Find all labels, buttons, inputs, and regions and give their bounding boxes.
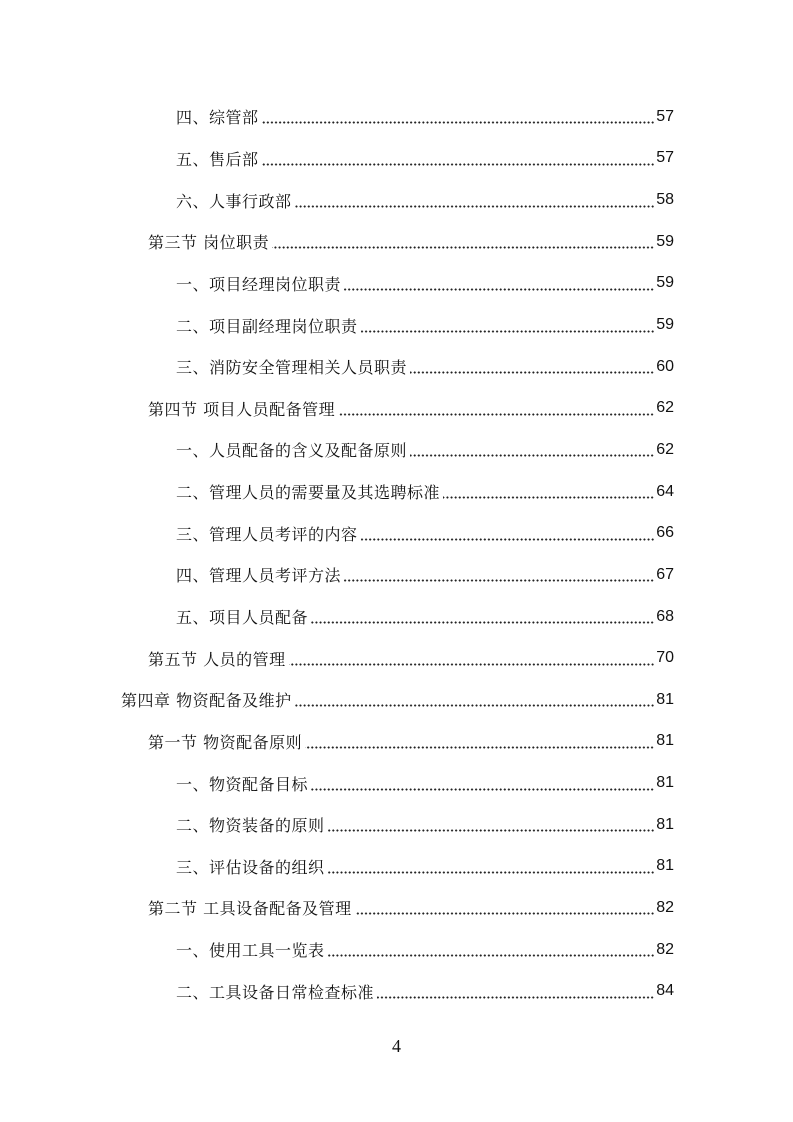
- toc-section-entry[interactable]: [0, 887, 793, 929]
- dot-leader: [262, 121, 655, 124]
- toc-entry-title: 第四章 物资配备及维护: [121, 691, 292, 711]
- toc-entry-page: 59: [656, 316, 674, 334]
- toc-subsection-entry[interactable]: [0, 846, 793, 888]
- dot-leader: [377, 996, 654, 999]
- toc-subsection-entry[interactable]: [0, 804, 793, 846]
- dot-leader: [443, 496, 654, 499]
- toc-entry-title: 一、人员配备的含义及配备原则: [176, 441, 408, 461]
- toc-entry-title: 五、售后部: [176, 149, 259, 169]
- page-number: 4: [392, 1036, 401, 1056]
- toc-entry-page: 64: [656, 482, 674, 500]
- toc-section-entry[interactable]: [0, 221, 793, 263]
- dot-leader: [328, 871, 655, 874]
- toc-subsection-entry[interactable]: [0, 596, 793, 638]
- toc-entry-page: 62: [656, 399, 674, 417]
- toc-section-entry[interactable]: [0, 637, 793, 679]
- toc-entry-page: 81: [656, 857, 674, 875]
- toc-entry-page: 67: [656, 565, 674, 583]
- toc-entry-page: 59: [656, 232, 674, 250]
- dot-leader: [361, 330, 655, 333]
- toc-entry-title: 二、管理人员的需要量及其选聘标准: [176, 483, 441, 503]
- toc-subsection-entry[interactable]: [0, 970, 793, 1012]
- dot-leader: [328, 954, 655, 957]
- toc-entry-title: 一、物资配备目标: [176, 774, 309, 794]
- toc-subsection-entry[interactable]: [0, 346, 793, 388]
- toc-subsection-entry[interactable]: [0, 179, 793, 221]
- toc-entry-page: 82: [656, 898, 674, 916]
- dot-leader: [262, 163, 655, 166]
- toc-entry-page: 68: [656, 607, 674, 625]
- toc-entry-page: 81: [656, 732, 674, 750]
- toc-entry-title: 二、项目副经理岗位职责: [176, 316, 358, 336]
- dot-leader: [361, 538, 655, 541]
- dot-leader: [289, 663, 655, 666]
- toc-entry-title: 四、管理人员考评方法: [176, 566, 342, 586]
- dot-leader: [344, 288, 654, 291]
- toc-entry-page: 57: [656, 107, 674, 125]
- toc-section-entry[interactable]: [0, 387, 793, 429]
- toc-entry-page: 81: [656, 690, 674, 708]
- toc-subsection-entry[interactable]: [0, 512, 793, 554]
- toc-subsection-entry[interactable]: [0, 471, 793, 513]
- toc-entry-title: 六、人事行政部: [176, 191, 292, 211]
- toc-chapter-entry[interactable]: [0, 679, 793, 721]
- toc-entry-title: 第三节 岗位职责: [148, 233, 270, 253]
- toc-entry-page: 70: [656, 649, 674, 667]
- toc-entry-title: 一、项目经理岗位职责: [176, 274, 342, 294]
- toc-subsection-entry[interactable]: [0, 762, 793, 804]
- toc-section-entry[interactable]: [0, 721, 793, 763]
- toc-entry-title: 四、综管部: [176, 108, 259, 128]
- toc-subsection-entry[interactable]: [0, 429, 793, 471]
- dot-leader: [344, 579, 654, 582]
- dot-leader: [305, 746, 654, 749]
- toc-entry-page: 81: [656, 774, 674, 792]
- toc-entry-title: 二、物资装备的原则: [176, 816, 325, 836]
- toc-subsection-entry[interactable]: [0, 263, 793, 305]
- dot-leader: [311, 621, 654, 624]
- dot-leader: [295, 205, 655, 208]
- toc-entry-title: 三、消防安全管理相关人员职责: [176, 358, 408, 378]
- toc-entry-page: 58: [656, 191, 674, 209]
- toc-entry-page: 59: [656, 274, 674, 292]
- toc-entry-page: 66: [656, 524, 674, 542]
- toc-entry-title: 三、管理人员考评的内容: [176, 524, 358, 544]
- dot-leader: [311, 788, 654, 791]
- toc-entry-page: 62: [656, 440, 674, 458]
- dot-leader: [295, 704, 655, 707]
- toc-subsection-entry[interactable]: [0, 554, 793, 596]
- dot-leader: [272, 246, 654, 249]
- toc-entry-title: 第五节 人员的管理: [148, 649, 286, 669]
- table-of-contents: [0, 96, 793, 1012]
- toc-entry-page: 84: [656, 982, 674, 1000]
- toc-entry-title: 一、使用工具一览表: [176, 941, 325, 961]
- dot-leader: [355, 912, 655, 915]
- dot-leader: [410, 371, 654, 374]
- toc-entry-title: 五、项目人员配备: [176, 608, 309, 627]
- toc-entry-title: 二、工具设备日常检查标准: [176, 982, 375, 1002]
- toc-entry-title: 第二节 工具设备配备及管理: [148, 899, 352, 919]
- toc-entry-title: 三、评估设备的组织: [176, 857, 325, 877]
- toc-entry-page: 81: [656, 815, 674, 833]
- toc-subsection-entry[interactable]: [0, 304, 793, 346]
- toc-subsection-entry[interactable]: [0, 929, 793, 971]
- dot-leader: [328, 829, 655, 832]
- toc-subsection-entry[interactable]: [0, 138, 793, 180]
- toc-entry-page: 82: [656, 940, 674, 958]
- dot-leader: [410, 454, 654, 457]
- toc-subsection-entry[interactable]: [0, 96, 793, 138]
- dot-leader: [338, 413, 654, 416]
- toc-entry-page: 57: [656, 149, 674, 167]
- toc-entry-title: 第一节 物资配备原则: [148, 732, 303, 752]
- toc-entry-title: 第四节 项目人员配备管理: [148, 399, 336, 419]
- toc-entry-page: 60: [656, 357, 674, 375]
